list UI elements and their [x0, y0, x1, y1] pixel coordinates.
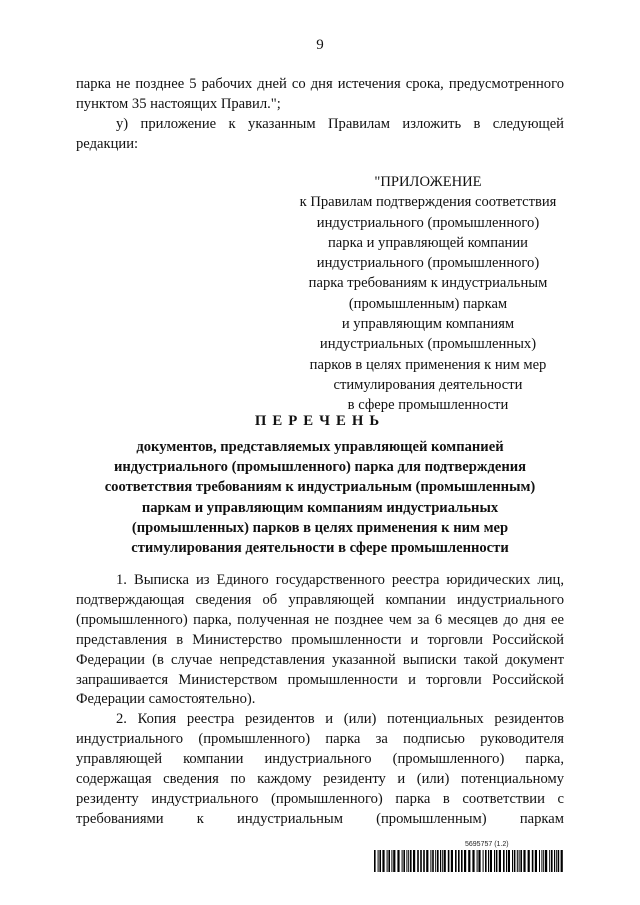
barcode-image — [374, 850, 564, 872]
appendix-line: индустриального (промышленного) — [316, 255, 540, 272]
appendix-reference — [292, 172, 564, 416]
document-subtitle — [80, 437, 560, 558]
barcode-id: 5695757 (1.2) — [465, 841, 509, 848]
subtitle-line: стимулирования деятельности в сфере промышленности — [131, 540, 509, 557]
subtitle-line: (промышленных) парков в целях применения к ним мер — [131, 519, 509, 536]
appendix-line: парка требованиям к индустриальным — [308, 275, 548, 292]
document-list — [76, 571, 564, 830]
subtitle-line: индустриального (промышленного) парка для подтверждения — [113, 459, 527, 476]
subtitle-line: паркам и управляющим компаниям индустриальных — [141, 499, 499, 516]
list-item: 1. Выписка из Единого государственного реестра юридических лиц, подтверждающая сведения об управляющей компании индустриального (промышленного) парка, полученная не позднее чем за 6 месяцев до дня ее представления в Министерство промышленности и торговли Российской Федерации (в случае непредставления указанной выписки такой документ запрашивается Министерством промышленности и торговли Российской Федерации самостоятельно). — [76, 572, 564, 708]
subtitle-line: соответствия требованиям к индустриальным (промышленным) — [104, 479, 536, 496]
document-title: ПЕРЕЧЕНЬ — [254, 413, 386, 429]
appendix-line: (промышленным) паркам — [348, 295, 508, 312]
item-y-paragraph: у) приложение к указанным Правилам изложить в следующей редакции: — [76, 115, 564, 152]
continuation-paragraph: парка не позднее 5 рабочих дней со дня истечения срока, предусмотренного пунктом 35 настоящих Правил."; — [76, 76, 564, 112]
page-number: 9 — [316, 37, 324, 53]
appendix-line: и управляющим компаниям — [341, 316, 515, 333]
appendix-line: индустриальных (промышленных) — [319, 336, 537, 353]
subtitle-line: документов, представляемых управляющей компанией — [136, 439, 504, 455]
intro-block — [76, 75, 564, 155]
appendix-line: "ПРИЛОЖЕНИЕ — [374, 174, 482, 190]
list-item: 2. Копия реестра резидентов и (или) потенциальных резидентов индустриального (промышленного) парка за подписью руководителя управляющей компании индустриального (промышленного) парка, содержащая сведения по каждому резиденту и (или) потенциальному резиденту индустриального (промышленного) парка в соответствии с требованиями к индустриальным (промышленным) паркам — [76, 711, 564, 827]
appendix-line: в сфере промышленности — [347, 397, 509, 414]
appendix-line: к Правилам подтверждения соответствия — [299, 194, 557, 211]
appendix-line: парков в целях применения к ним мер — [309, 356, 547, 373]
appendix-line: парка и управляющей компании — [327, 234, 528, 251]
appendix-line: индустриального (промышленного) — [316, 214, 540, 231]
appendix-line: стимулирования деятельности — [333, 376, 523, 393]
